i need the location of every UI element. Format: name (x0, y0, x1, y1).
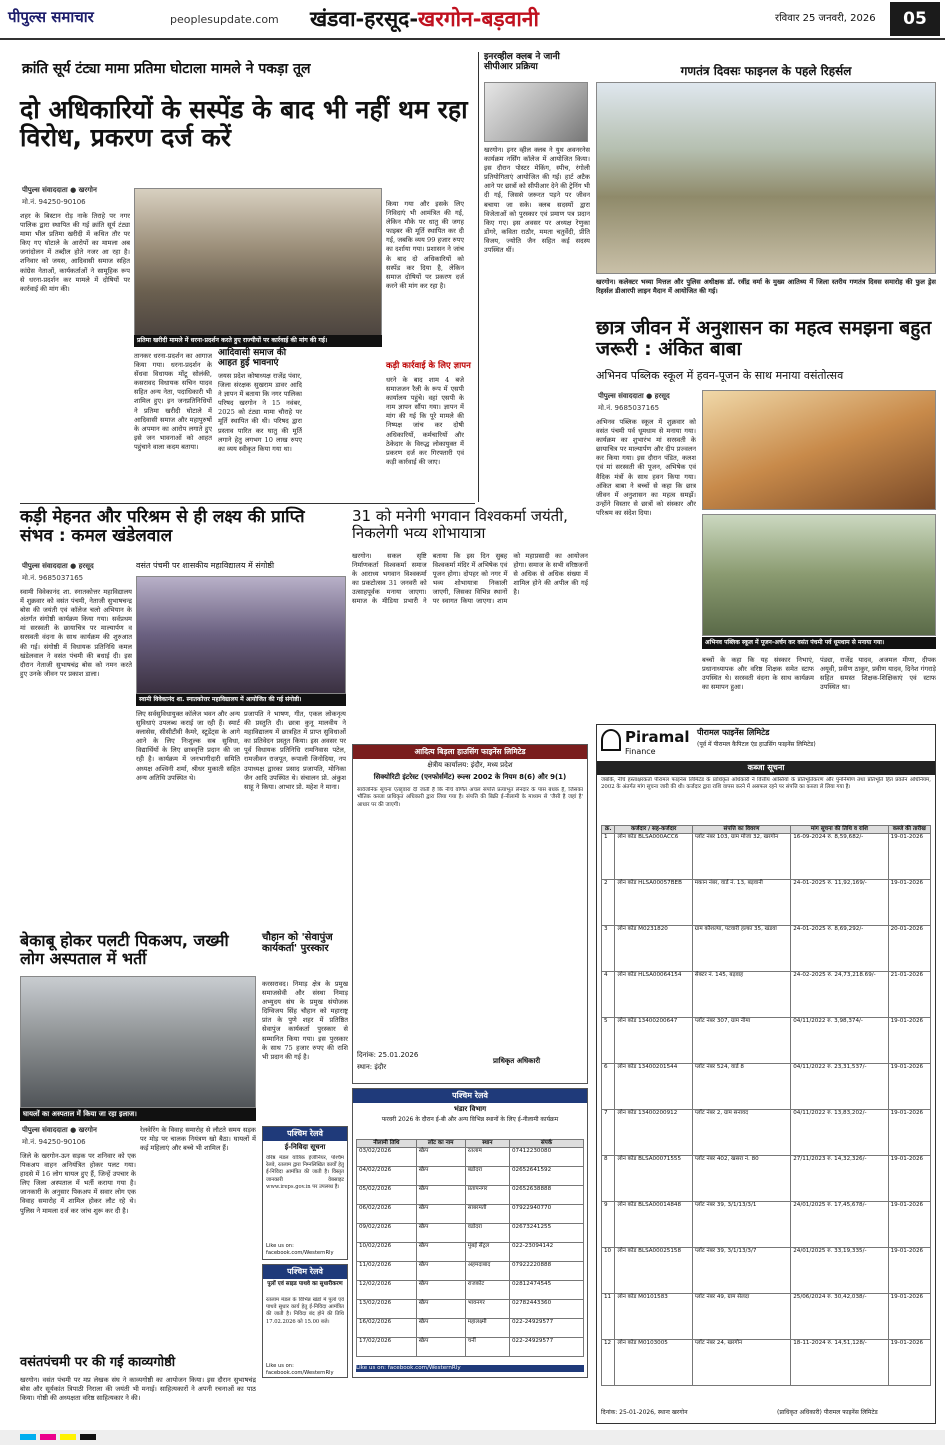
rail3-row (357, 1147, 584, 1166)
newspaper-brand: पीपुल्स समाचार (8, 8, 94, 26)
aditya-birla-notice: सिक्योरिटी इंटरेस्ट (एनफोर्समेंट) रूल्स 2002 के नियम 8(6) और 9(1) (373, 773, 567, 781)
rail3-cell: स्क्रैप (416, 1147, 465, 1166)
rail2-title: पश्चिम रेलवे (263, 1265, 347, 1279)
piramal-cell: लोन कोड BLSA00071555 (615, 1155, 692, 1201)
story1-kicker: क्रांति सूर्य टंट्या मामा प्रतिमा घोटाला मामले ने पकड़ा तूल (22, 61, 311, 77)
western-railway-ad3 (352, 1088, 588, 1378)
edition-title-part1: खंडवा-हरसूद- (310, 7, 419, 31)
vishwakarma-headline: 31 को मनेगी भगवान विश्वकर्मा जयंती, निकलेगी भव्य शोभायात्रा (352, 507, 568, 542)
pickup-byline: पीपुल्स संवाददाता ● खरगोन (22, 1126, 97, 1134)
innerwheel-headline: इनरव्हील क्लब ने जानी सीपीआर प्रक्रिया (484, 52, 560, 73)
piramal-row (602, 1155, 931, 1201)
piramal-cell: 19-01-2026 (888, 1339, 930, 1385)
website-url[interactable]: peoplesupdate.com (170, 13, 279, 26)
rail3-cell: 06/02/2026 (357, 1204, 417, 1223)
rail2-sub: पुलों एवं साइड पाथवे का सुधारीकरण (267, 1281, 343, 1287)
rail3-cell: रतलाम (465, 1147, 509, 1166)
rehearsal-caption: खरगोन। कलेक्टर भव्या मित्तल और पुलिस अधीक्षक डॉ. रवींद्र वर्मा के मुख्य आतिथ्य में जिला स्तरीय गणतंत्र दिवस समारोह की फुल ड्रेस रिहर्सल डीआरपी लाइन मैदान में आयोजित की गई। (596, 278, 936, 296)
piramal-cell: 12 (602, 1339, 615, 1385)
rail3-cell: 10/02/2026 (357, 1242, 417, 1261)
rail3-row (357, 1318, 584, 1337)
rehearsal-photo (596, 82, 936, 274)
piramal-cell: 6 (602, 1063, 615, 1109)
award-headline: चौहान को 'सेवापुंज कार्यकर्ता' पुरस्कार (262, 932, 333, 955)
rail3-cell: 022-23094142 (510, 1242, 584, 1261)
divider (20, 503, 475, 504)
cyan-swatch (20, 1434, 36, 1440)
rail3-cell: 07922940770 (510, 1204, 584, 1223)
piramal-cell: लोन कोड BLSA000ACC6 (615, 833, 692, 879)
piramal-row (602, 971, 931, 1017)
black-swatch (80, 1434, 96, 1440)
rail3-title: पश्चिम रेलवे (353, 1089, 587, 1103)
rail3-cell: 03/02/2026 (357, 1147, 417, 1166)
piramal-cell: लोन कोड 13400200912 (615, 1109, 692, 1155)
piramal-header-4: कब्जे की तारीख (888, 826, 930, 834)
piramal-header-1: कर्जदार / सह-कर्जदार (615, 826, 692, 834)
rail3-cell: बडोदरा (465, 1166, 509, 1185)
piramal-cell: मकान नंबर, वार्ड नं. 13, बड़वानी (692, 879, 790, 925)
piramal-cell: 04/11/2022 रु. 23,31,537/- (791, 1063, 888, 1109)
rail3-cell: 16/02/2026 (357, 1318, 417, 1337)
rail3-cell: राजकोट (465, 1280, 509, 1299)
piramal-title: पीरामल फाइनेंस लिमिटेड (697, 728, 770, 737)
kamal-para1: स्वामी विवेकानंद शा. स्नातकोत्तर महाविद्यालय में शुक्रवार को वसंत पंचमी, नेताजी सुभाषचन्द्र बोस की जयंती एवं कॉलेज चलो अभियान के अंतर्गत संगोष्ठी कार्यक्रम किया गया। सर्वप्रथम मां सरस्वती के छायाचित्र पर माल्यार्पण व सरस्वती वंदना के साथ कार्यक्रम की शुरुआत की गई। संगोष्ठी में विधायक प्रतिनिधि कमल खंडेलवाल ने वसंत पंचमी की बधाई दी। इस दौरान नेताजी सुभाषचंद्र बोस को नमन करते हुए उनके जीवन पर प्रकाश डाला। (20, 588, 132, 678)
rail3-cell: 09/02/2026 (357, 1223, 417, 1242)
rail3-cell: 12/02/2026 (357, 1280, 417, 1299)
piramal-cell: 19-01-2026 (888, 1155, 930, 1201)
piramal-cell: 19-01-2026 (888, 833, 930, 879)
piramal-cell: प्लॉट नंबर 307, ग्राम नीमा (692, 1017, 790, 1063)
piramal-row (602, 1339, 931, 1385)
rail3-cell: भावनगर (465, 1299, 509, 1318)
piramal-row (602, 1293, 931, 1339)
aditya-birla-date: दिनांक: 25.01.2026 (357, 1051, 419, 1059)
piramal-cell: 2 (602, 879, 615, 925)
aditya-birla-title: आदित्य बिड़ला हाउसिंग फाइनेंस लिमिटेड (353, 745, 587, 759)
rail2-body: रतलाम मंडल के विभिन्न खंडों में पुलों एवं पाथवे सुधार कार्य हेतु ई-निविदा आमंत्रित की जाती है। निविदा बंद होने की तिथि 17.02.2026 को 15.00 बजे। (266, 1297, 344, 1325)
rail3-cell: 02812474545 (510, 1280, 584, 1299)
piramal-ad (596, 724, 936, 1424)
baba-subhead: अभिनव पब्लिक स्कूल में हवन-पूजन के साथ मनाया वसंतोत्सव (596, 369, 844, 382)
rail3-row (357, 1223, 584, 1242)
page-number: 05 (890, 2, 940, 36)
piramal-cell: 24/01/2025 रु. 33,19,335/- (791, 1247, 888, 1293)
piramal-cell: लोन कोड 13400201544 (615, 1063, 692, 1109)
rail3-cell: 07412230080 (510, 1147, 584, 1166)
piramal-row (602, 1063, 931, 1109)
western-railway-ad2 (262, 1264, 348, 1378)
piramal-cell: 19-01-2026 (888, 1063, 930, 1109)
rail3-header-0: नीलामी तिथि (357, 1140, 417, 1148)
rail3-cell: महालक्ष्मी (465, 1318, 509, 1337)
piramal-cell: 19-01-2026 (888, 879, 930, 925)
piramal-cell: 7 (602, 1109, 615, 1155)
story1-para1: शहर के बिस्टान रोड़ नाके तिराहे पर नगर पालिक द्वारा स्थापित की गई क्रांति सूर्य टंट्या मामा भील प्रतिमा खरीदी में कथित तौर पर किए गए घोटाले के आरोपों का मामला अब जनांदोलन में तब्दील होते नजर आ रहा है। शनिवार को जयस, आदिवासी समाज सहित कांग्रेस नेताओं, कार्यकर्ताओं ने सामूहिक रूप से धरना-प्रदर्शन कर मामले में दोषियों पर कार्रवाई की मांग की। (20, 212, 130, 293)
piramal-row (602, 879, 931, 925)
piramal-cell: लोन कोड 13400200647 (615, 1017, 692, 1063)
piramal-cell: 3 (602, 925, 615, 971)
piramal-cell: लोन कोड M0103005 (615, 1339, 692, 1385)
rail3-row (357, 1280, 584, 1299)
rail3-header-3: संपर्क (510, 1140, 584, 1148)
piramal-cell: 04/11/2022 रु. 13,83,202/- (791, 1109, 888, 1155)
piramal-cell: 19-01-2026 (888, 1293, 930, 1339)
story1-byline: पीपुल्स संवाददाता ● खरगोन (22, 186, 97, 194)
piramal-cell: ग्राम कौशल्या, पटवारी हल्का 35, खंडवा (692, 925, 790, 971)
yellow-swatch (60, 1434, 76, 1440)
piramal-cell: 16-09-2024 रु. 8,59,682/- (791, 833, 888, 879)
piramal-cell: 21-01-2026 (888, 971, 930, 1017)
rail3-cell: वडोदरा (465, 1223, 509, 1242)
piramal-intro: जबकि, नीचे हस्ताक्षरकर्ता पीरामल फाइनेंस लिमिटेड के प्राधिकृत अधिकारी ने वित्तीय आस्तियों के प्रतिभूतिकरण और पुनर्निर्माण तथा प्रतिभूति हित प्रवर्तन अधिनियम, 2002 के अंतर्गत मांग सूचना जारी की थी। कर्जदार द्वारा राशि वापस करने में असफल रहने पर संपत्ति का कब्जा ले लिया गया है। (601, 777, 931, 791)
rail3-row (357, 1204, 584, 1223)
masthead (0, 0, 945, 40)
pickup-text2: रेलवेरिंग के विवाह समारोह से लौटते समय सड़क पर मोड़ पर चालक नियंत्रण खो बैठा। घायलों में कई महिलाएं और बच्चे भी शामिल हैं। (140, 1126, 256, 1153)
piramal-cell: प्लॉट नंबर 39, 3/1/13/3/7 (692, 1247, 790, 1293)
piramal-row (602, 1017, 931, 1063)
kamal-byline: पीपुल्स संवाददाता ● हरसूद (22, 562, 94, 570)
baba-photo-top (702, 390, 936, 510)
piramal-cell: 24-01-2025 रु. 8,69,292/- (791, 925, 888, 971)
pickup-headline: बेकाबू होकर पलटी पिकअप, जख्मी लोग अस्पताल में भर्ती (20, 931, 229, 968)
rail3-cell: 11/02/2026 (357, 1261, 417, 1280)
aditya-birla-sub: क्षेत्रीय कार्यालय: इंदौर, मध्य प्रदेश (427, 761, 513, 769)
rail3-row (357, 1185, 584, 1204)
rail3-cell: स्क्रैप (416, 1242, 465, 1261)
piramal-cell: 27/11/2023 रु. 14,32,326/- (791, 1155, 888, 1201)
magenta-swatch (40, 1434, 56, 1440)
piramal-cell: 8 (602, 1155, 615, 1201)
piramal-cell: लोन कोड HLSA00064154 (615, 971, 692, 1017)
rail3-cell: 17/02/2026 (357, 1337, 417, 1356)
rail3-row (357, 1299, 584, 1318)
rail3-cell: स्क्रैप (416, 1185, 465, 1204)
western-railway-ad1 (262, 1126, 348, 1260)
rail3-cell: 13/02/2026 (357, 1299, 417, 1318)
story1-para3: जयस प्रदेश कोषाध्यक्ष राजेंद्र पंवार, जिला संरक्षक सुखराम डावर आदि ने ज्ञापन में बताया कि नगर पालिका परिषद खरगोन ने 15 नवंबर, 2025 को टंट्या मामा चौराहे पर मूर्ति स्थापित की थी। परिषद द्वारा प्रस्ताव पारित कर घातु की मूर्ति लगाने हेतु लगभग 10 लाख रुपए का व्यय स्वीकृत किया गया था। (218, 372, 302, 453)
pickup-text: जिले के खरगोन-ऊन सड़क पर शनिवार को एक पिकअप वाहन अनियंत्रित होकर पलट गया। हादसे में 16 लोग घायल हुए हैं, जिन्हें उपचार के लिए जिला अस्पताल में भर्ती कराया गया है। जानकारी के अनुसार पिकअप में सवार लोग एक विवाह समारोह में शामिल होकर लौट रहे थे। पुलिस ने मामला दर्ज कर जांच शुरू कर दी है। (20, 1152, 136, 1215)
story1-headline: दो अधिकारियों के सस्पेंड के बाद भी नहीं थम रहा विरोध, प्रकरण दर्ज करें (20, 95, 468, 152)
rail3-cell: स्क्रैप (416, 1337, 465, 1356)
piramal-table (601, 825, 931, 1386)
piramal-cell: 11 (602, 1293, 615, 1339)
rail3-cell: स्क्रैप (416, 1299, 465, 1318)
piramal-header-2: संपत्ति का विवरण (692, 826, 790, 834)
piramal-row (602, 1247, 931, 1293)
rail3-sub: भंडार विभाग (453, 1105, 487, 1113)
story1-subhead1: आदिवासी समाज की आहत हुई भावनाएं (218, 348, 287, 369)
aditya-birla-place: स्थान: इंदौर (357, 1063, 387, 1071)
poetry-headline: वसंतपंचमी पर की गई काव्यगोष्ठी (20, 1355, 176, 1370)
piramal-row (602, 1109, 931, 1155)
piramal-logo-sub: Finance (625, 747, 656, 756)
rail3-cell: साबरमती (465, 1204, 509, 1223)
aditya-birla-ad (352, 744, 588, 1084)
rail3-cell: 02782443360 (510, 1299, 584, 1318)
pickup-mobile: मो.नं. 94250-90106 (22, 1138, 86, 1146)
piramal-cell: प्लॉट नंबर 402, खसरा नं. 80 (692, 1155, 790, 1201)
kamal-headline: कड़ी मेहनत और परिश्रम से ही लक्ष्य की प्राप्ति संभव : कमल खंडेलवाल (20, 507, 305, 547)
piramal-cell: 18-11-2024 रु. 14,51,128/- (791, 1339, 888, 1385)
piramal-cell: प्लॉट नंबर 103, ग्राम मोजा 32, खरगोन (692, 833, 790, 879)
story1-subhead2: कड़ी कार्रवाई के लिए ज्ञापन (386, 361, 471, 371)
aditya-birla-body: सार्वजनिक सूचना एतद्द्वारा दी जाती है कि नीचे वर्णित अचल संपत्ति प्रत्याभूत लेनदार के पास बंधक है, जिसका भौतिक कब्जा प्राधिकृत अधिकारी द्वारा लिया गया है। संपत्ति की बिक्री ई-नीलामी के माध्यम से 'जैसी है जहां है' आधार पर की जाएगी। (357, 787, 583, 808)
piramal-footer: दिनांक: 25-01-2026, स्थानः खरगोन (601, 1409, 688, 1416)
story1-para2: तानकर धरना-प्रदर्शन का आगाज किया गया। धरना-प्रदर्शन के सेंधवा विधायक मोंटू सोलंकी, कसरावद विधायक सचिन यादव सहित अन्य नेता, पदाधिकारी भी शामिल हुए। इन जनप्रतिनिधियों ने प्रतिमा खरीदी घोटाले में आदिवासी समाज और महापुरुषों के अपमान का आरोप लगाते हुए इसे जन भावनाओं को आहत पहुंचाने वाला कदम बताया। (134, 352, 212, 451)
rail2-social[interactable]: Like us on: facebook.com/WesternRly (266, 1363, 334, 1376)
rail3-cell: प्रतापनगर (465, 1185, 509, 1204)
kamal-photo (136, 576, 346, 694)
innerwheel-text: खरगोन। इनर व्हील क्लब ने युथ अवनरनेस कार्यक्रम नर्सिंग कॉलेज में आयोजित किया। इस दौरान पोस्टर मेकिंग, स्पीच, रंगोली प्रतियोगिताएं आयोजित की गईं। हार्ट अटैक आने पर छात्रों को सीपीआर देने की ट्रेनिंग भी दी गई, जिससे जरूरत पड़ने पर जीवन बचाया जा सके। क्लब सदस्यों द्वारा विजेताओं को पुरस्कार एवं प्रमाण पत्र प्रदान किए गए। इस अवसर पर अध्यक्ष रेणुका डोंगरे, कविता राठौर, ममता चतुर्वेदी, प्रीति विजय, ज्योति जैन सहित कई सदस्य उपस्थित थीं। (484, 146, 590, 255)
rail3-cell: 04/02/2026 (357, 1166, 417, 1185)
rail3-cell: 022-24929577 (510, 1337, 584, 1356)
rail3-cell: स्क्रैप (416, 1261, 465, 1280)
piramal-cell: लोन कोड HLSA00057BEB (615, 879, 692, 925)
story1-photo-caption: प्रतिमा खरीदी मामले में धरना-प्रदर्शन करते हुए राज्यीयों पर कार्रवाई की मांग की गई। (134, 335, 382, 347)
piramal-cell: प्लॉट नंबर 49, ग्राम सेलदा (692, 1293, 790, 1339)
piramal-cell: लोन कोड BLSA00014848 (615, 1201, 692, 1247)
piramal-sign: (प्राधिकृत अधिकारी) पीरामल फाइनेंस लिमिटेड (777, 1409, 878, 1416)
award-text: करसरावद। निमाड़ क्षेत्र के प्रमुख समाजसेवी और संस्था निमाड़ अभ्युदय संघ के प्रमुख संयोजक दिग्विजय सिंह चौहान को महाराष्ट्र प्रांत के पुणे शहर में प्रतिष्ठित सेवापुंज कार्यकर्ता पुरस्कार से सम्मानित किया गया। इस पुरस्कार के साथ 75 हजार रुपए की राशि भी प्रदान की गई है। (262, 980, 348, 1061)
rail3-row (357, 1261, 584, 1280)
piramal-cell: प्लॉट नंबर 24, खरगोन (692, 1339, 790, 1385)
piramal-cell: 19-01-2026 (888, 1017, 930, 1063)
rail3-row (357, 1166, 584, 1185)
baba-text3: पंड्या, राजेंद्र यादव, अजमल मीणा, दीपक अयूवी, प्रवीण ठाकुर, प्रवीण यादव, दिनेश गंगराड़े सहित समस्त शिक्षक-शिक्षिकाएं एवं स्टाफ उपस्थित था। (820, 656, 936, 692)
rail1-body: वरिष्ठ मंडल यांत्रिक इंजीनियर, पश्चिम रेलवे, रतलाम द्वारा निम्नलिखित कार्यों हेतु ई-निविदा आमंत्रित की जाती है। विस्तृत जानकारी वेबसाइट www.ireps.gov.in पर उपलब्ध है। (266, 1155, 344, 1190)
issue-date: रविवार 25 जनवरी, 2026 (775, 13, 876, 24)
baba-text2: बच्चों के कहा कि यह संस्कार निभाएं, प्रधानाध्यापक और वरिष्ठ शिक्षक समेत स्टाफ उपस्थित थे। सरस्वती वंदना के साथ कार्यक्रम का समापन हुआ। (702, 656, 814, 692)
rail3-cell: मुंबई सेंट्रल (465, 1242, 509, 1261)
piramal-notice: कब्जा सूचना (597, 761, 935, 775)
rail1-sub: ई-निविदा सूचना (284, 1143, 326, 1151)
rehearsal-headline: गणतंत्र दिवसः फाइनल के पहले रिहर्सल (596, 62, 936, 83)
column-rule (478, 52, 479, 502)
edition-title (310, 6, 539, 33)
piramal-header-3: मांग सूचना की तिथि व राशि (791, 826, 888, 834)
story1-protest-photo (134, 188, 382, 336)
rail1-social[interactable]: Like us on: facebook.com/WesternRly (266, 1243, 334, 1256)
piramal-cell: लोन कोड BLSA00025158 (615, 1247, 692, 1293)
rail3-cell: 02673241255 (510, 1223, 584, 1242)
pickup-photo-caption: घायलों का अस्पताल में किया जा रहा इलाज। (20, 1108, 256, 1121)
rail3-cell: 05/02/2026 (357, 1185, 417, 1204)
piramal-cell: 5 (602, 1017, 615, 1063)
piramal-header-0: क्र. (602, 826, 615, 834)
vishwakarma-text: खरगोन। सकल सृष्टि निर्माणकर्ता विश्वकर्मा समाज के आराध्य भगवान विश्वकर्मा का प्रकटोत्सव 31 जनवरी को उत्साहपूर्वक मनाया जाएगा। समाज के मीडिया प्रभारी ने बताया कि इस दिन सुबह विश्वकर्मा मंदिर में अभिषेक एवं पूजन होगा। दोपहर को नगर में भव्य शोभायात्रा निकाली जाएगी, जिसका विभिन्न स्थानों पर स्वागत किया जाएगा। शाम को महाप्रसादी का आयोजन होगा। समाज के सभी वरिष्ठजनों से अधिक से अधिक संख्या में शामिल होने की अपील की गई है। (352, 552, 588, 606)
aditya-birla-sign: प्राधिकृत अधिकारी (493, 1057, 541, 1065)
piramal-cell: प्लॉट नंबर 524, वार्ड 8 (692, 1063, 790, 1109)
piramal-cell: लोन कोड M0101583 (615, 1293, 692, 1339)
piramal-cell: 19-01-2026 (888, 1247, 930, 1293)
kamal-para3: प्रजापति ने भाषण, गीत, एकल लोकनृत्य की प्रस्तुति दी। छात्रा कुनू मालवीय ने महाविद्यालय में छात्रहित में प्राप्त सुविधाओं का प्रतिवेदन प्रस्तुत किया। इस अवसर पर पूर्व विधायक प्रतिनिधि रामनिवास पटेल, रामजीवन राजपूत, रूपाली जिनोदिया, नप उपाध्यक्ष द्वारका प्रसाद प्रजापति, मोनिका जैन आदि उपस्थित थे। संचालन प्रो. अंकुश साहू ने किया। आभार प्रो. महेश ने माना। (244, 710, 346, 791)
kamal-para2: लिए सर्वसुविधायुक्त कॉलेज भवन और अन्य सुविधाएं उपलब्ध कराई जा रही हैं। स्मार्ट क्लासेस, सीसीटीवी कैमरे, स्टूडेंट्स के आगे आने के लिए निःशुल्क सब सुविधा, विद्यार्थियों के लिए छात्रवृत्ति प्रदान की जा रही है। कार्यक्रम में जनभागीदारी समिति अध्यक्ष अश्विनी शर्मा, श्रीधर मुकाती सहित अन्य अतिथि उपस्थित थे। (136, 710, 240, 782)
story1-para5: धरने के बाद शाम 4 बजे समाजजन रैली के रूप में एसपी कार्यालय पहुंचे। वहां एसपी के नाम ज्ञापन सौंपा गया। ज्ञापन में मांग की गई कि पूरे मामले की निष्पक्ष जांच कर दोषी अधिकारियों, कर्मचारियों और ठेकेदार के विरुद्ध लोकायुक्त में प्रकरण दर्ज कर गिरफ्तारी एवं कड़ी कार्रवाई की जाए। (386, 376, 464, 466)
piramal-row (602, 833, 931, 879)
piramal-cell: 9 (602, 1201, 615, 1247)
rail3-cell: स्क्रैप (416, 1223, 465, 1242)
rail3-notice: फरवरी 2026 के दौरान ई-बी और अन्य विभिन्न स्थानों के लिए ई-नीलामी कार्यक्रम (381, 1116, 559, 1123)
baba-text: अभिनव पब्लिक स्कूल में शुक्रवार को वसंत पंचमी पर्व धूमधाम से मनाया गया। कार्यक्रम का शुभारंभ मां सरस्वती के छायाचित्र पर माल्यार्पण और दीप प्रज्वलन कर किया गया। इस दौरान पंडित, कलश एवं मां सरस्वती की पूजन, अभिषेक एवं वैदिक मंत्रों के साथ हवन किया गया। अंकित बाबा ने बच्चों से कहा कि छात्र जीवन में अनुशासन का महत्व समझें। उन्होंने विस्तार से छात्रों को संस्कार और परिश्रम का संदेश दिया। (596, 418, 696, 517)
story1-mobile: मो.नं. 94250-90106 (22, 198, 86, 206)
rail3-header-1: लॉट का नाम (416, 1140, 465, 1148)
piramal-cell: 04/11/2022 रु. 3,98,374/- (791, 1017, 888, 1063)
piramal-logo-icon (601, 729, 621, 751)
rail3-cell: 02652638888 (510, 1185, 584, 1204)
rail3-cell: स्क्रैप (416, 1280, 465, 1299)
piramal-cell: 10 (602, 1247, 615, 1293)
piramal-cell: 1 (602, 833, 615, 879)
rail3-row (357, 1337, 584, 1356)
baba-headline: छात्र जीवन में अनुशासन का महत्व समझना बहुत जरूरी : अंकित बाबा (596, 317, 932, 361)
rail3-cell: 022-24929577 (510, 1318, 584, 1337)
piramal-cell: 20-01-2026 (888, 925, 930, 971)
piramal-logo: Piramal (625, 728, 690, 746)
poetry-text: खरगोन। वसंत पंचमी पर मप्र लेखक संघ ने काव्यगोष्ठी का आयोजन किया। इस दौरान सुभाषचंद्र बोस और सूर्यकांत त्रिपाठी निराला की जयंती भी मनाई। साहित्यकारों ने अपनी रचनाओं का पाठ किया। गोष्ठी की अध्यक्षता वरिष्ठ साहित्यकार ने की। (20, 1376, 256, 1403)
baba-photo-caption: अभिनव पब्लिक स्कूल में पूजन-अर्चन कर वसंत पंचमी पर्व धूमधाम से मनाया गया। (702, 637, 936, 649)
piramal-cell: सेक्टर नं. 145, बड़वाह (692, 971, 790, 1017)
kamal-photo-caption: स्वामी विवेकानंद शा. स्नातकोत्तर महाविद्यालय में आयोजित की गई संगोष्ठी। (136, 694, 346, 706)
edition-title-part2: खरगोन-बड़वानी (418, 7, 539, 31)
innerwheel-photo (484, 82, 588, 142)
baba-photo-bottom (702, 514, 936, 636)
rail1-title: पश्चिम रेलवे (263, 1127, 347, 1141)
rail3-cell: स्क्रैप (416, 1318, 465, 1337)
rail3-table (356, 1139, 584, 1357)
rail3-social[interactable]: Like us on: facebook.com/WesternRly (356, 1365, 584, 1372)
piramal-cell: 24/01/2025 रु. 17,45,678/- (791, 1201, 888, 1247)
rail3-cell: स्क्रैप (416, 1166, 465, 1185)
piramal-row (602, 925, 931, 971)
rail3-cell: 07922220888 (510, 1261, 584, 1280)
piramal-cell: 25/06/2024 रु. 30,42,038/- (791, 1293, 888, 1339)
rail3-cell: स्क्रैप (416, 1204, 465, 1223)
piramal-cell: प्लॉट नंबर 39, 3/1/13/3/1 (692, 1201, 790, 1247)
baba-mobile: मो.नं. 9685037165 (598, 404, 660, 412)
rail3-cell: 02652641592 (510, 1166, 584, 1185)
print-registration-strip (0, 1430, 945, 1445)
piramal-cell: 19-01-2026 (888, 1109, 930, 1155)
kamal-kicker: वसंत पंचमी पर शासकीय महाविद्यालय में संगोष्ठी (136, 561, 275, 570)
piramal-cell: 24-01-2025 रु. 11,92,169/- (791, 879, 888, 925)
rail3-cell: चर्नी (465, 1337, 509, 1356)
story1-para4: किया गया और इसके लिए निविदाएं भी आमंत्रित की गई, लेकिन मौके पर धातु की जगह फाइबर की मूर्ति स्थापित कर दी गई, जबकि व्यय 99 हजार रुपए का दर्शाया गया। प्रशासन ने जांच के बाद दो अधिकारियों को सस्पेंड कर दिया है, लेकिन समाज दोषियों पर प्रकरण दर्ज करने की मांग कर रहा है। (386, 200, 464, 290)
pickup-photo (20, 976, 256, 1108)
rail3-row (357, 1242, 584, 1261)
rail3-cell: अहमदाबाद (465, 1261, 509, 1280)
piramal-cell: प्लॉट नंबर 2, ग्राम सनावद (692, 1109, 790, 1155)
piramal-cell: 24-02-2025 रु. 24,73,218.69/- (791, 971, 888, 1017)
piramal-cell: लोन कोड M0231820 (615, 925, 692, 971)
kamal-mobile: मो.नं. 9685037165 (22, 574, 84, 582)
piramal-cell: 4 (602, 971, 615, 1017)
rail3-header-2: स्थान (465, 1140, 509, 1148)
piramal-sub: (पूर्व में पीरामल कैपिटल एंड हाउसिंग फाइनेंस लिमिटेड) (697, 741, 816, 748)
piramal-row (602, 1201, 931, 1247)
baba-byline: पीपुल्स संवाददाता ● हरसूद (598, 392, 670, 400)
piramal-cell: 19-01-2026 (888, 1201, 930, 1247)
